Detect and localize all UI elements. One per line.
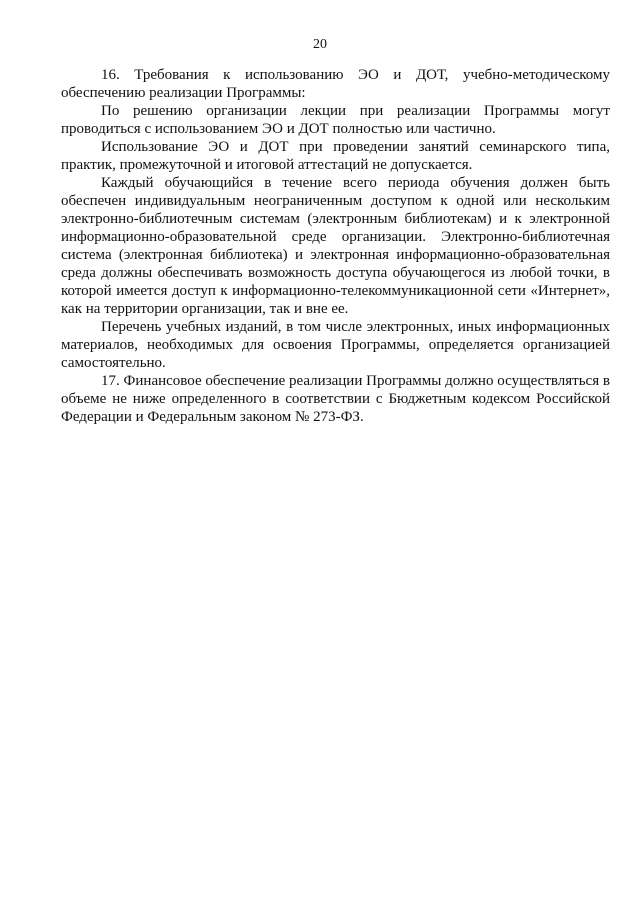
paragraph-lectures: По решению организации лекции при реализации Программы могут проводиться с использованием ЭО и ДОТ полностью или частично. xyxy=(61,103,610,137)
paragraph-financial-support: 17. Финансовое обеспечение реализации Программы должно осуществляться в объеме не ниже определенного в соответствии с Бюджетным кодексом Российской Федерации и Федеральным законом № 273-ФЗ. xyxy=(61,373,610,425)
document-body xyxy=(61,66,610,426)
paragraph-library-access: Каждый обучающийся в течение всего периода обучения должен быть обеспечен индивидуальным неограниченным доступом к одной или нескольким электронно-библиотечным системам (электронным библиотекам) и к электронной информационно-образовательной среде организации. Электронно-библиотечная система (электронная библиотека) и электронная информационно-образовательная среда должны обеспечивать возможность доступа обучающегося из любой точки, в которой имеется доступ к информационно-телекоммуникационной сети «Интернет», как на территории организации, так и вне ее. xyxy=(61,175,610,317)
paragraph-requirements-eo-dot: 16. Требования к использованию ЭО и ДОТ, учебно-методическому обеспечению реализации Программы: xyxy=(61,67,610,101)
page-number: 20 xyxy=(313,37,327,52)
paragraph-educational-materials: Перечень учебных изданий, в том числе электронных, иных информационных материалов, необходимых для освоения Программы, определяется организацией самостоятельно. xyxy=(61,319,610,371)
paragraph-seminars-restriction: Использование ЭО и ДОТ при проведении занятий семинарского типа, практик, промежуточной и итоговой аттестаций не допускается. xyxy=(61,139,610,173)
